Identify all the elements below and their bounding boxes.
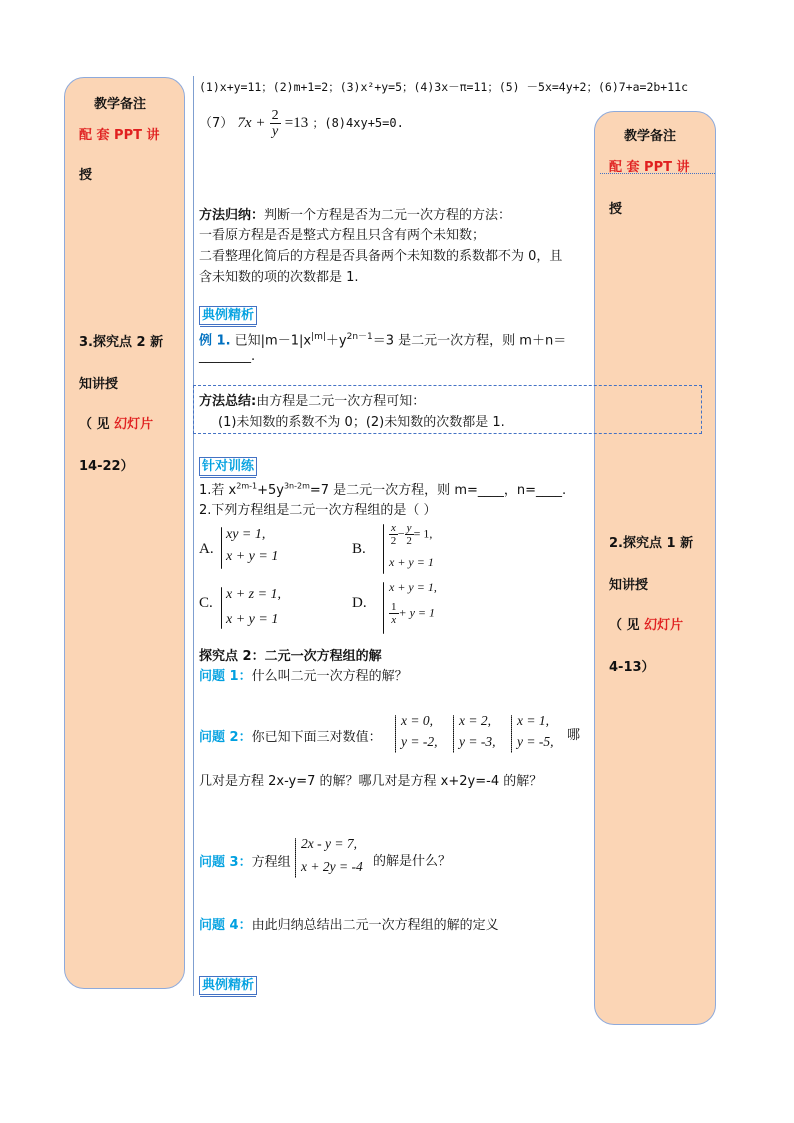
- right-ppt-line2: 授: [609, 202, 623, 217]
- method-line2: 一看原方程是否是整式方程且只含有两个未知数；: [199, 228, 486, 243]
- eq8: ；(8)4xy+5=0.: [312, 116, 404, 130]
- option-b-2a: 2: [390, 535, 397, 547]
- question-3-label: 问题 3：: [199, 855, 252, 870]
- right-slides-red: 幻灯片: [644, 618, 684, 633]
- eq7-numerator: 2: [271, 108, 279, 123]
- left-slides-red: 幻灯片: [114, 417, 154, 432]
- right-slides-range: 4-13）: [609, 660, 655, 675]
- eq7-fraction: [270, 108, 281, 139]
- training-q1-tail: =7 是二元一次方程，则 m=____，n=____.: [309, 483, 567, 498]
- equation-7-8: [199, 108, 404, 139]
- method-line3: 二看整理化简后的方程是否具备两个未知数的系数都不为 0，且: [199, 249, 563, 264]
- value-set-1-y: y = -2,: [401, 734, 438, 749]
- right-notes-panel: [594, 111, 716, 1025]
- question-1-text: 什么叫二元一次方程的解？: [251, 669, 408, 684]
- value-set-3-x: x = 1,: [517, 713, 549, 728]
- method-line4: 含未知数的项的次数都是 1.: [199, 270, 359, 285]
- option-d-eq1: x + y = 1,: [389, 580, 437, 594]
- left-section-label2: 知讲授: [79, 377, 119, 392]
- left-slides-range: 14-22）: [79, 459, 134, 474]
- option-a-eq1: xy = 1,: [226, 527, 266, 542]
- right-panel-dotted-rule: [600, 173, 715, 174]
- option-d-eq2: [389, 601, 435, 626]
- example-1-sup2: 2n－1: [346, 332, 373, 342]
- value-set-3-brace: [511, 715, 512, 753]
- left-slides-line: [79, 413, 153, 432]
- training-q1-mid: +5y: [257, 483, 284, 498]
- question-2: [199, 726, 382, 745]
- question-3-brace: [295, 838, 296, 878]
- option-d-brace: [383, 582, 384, 634]
- option-b-2b: 2: [406, 535, 412, 547]
- option-b-eq1: [389, 522, 432, 547]
- left-ppt-line2: 授: [79, 168, 93, 183]
- training-q1-sup2: 3n-2m: [283, 481, 310, 491]
- option-a-brace: [221, 527, 222, 569]
- training-q1: [199, 479, 566, 498]
- question-3: [199, 851, 291, 870]
- example-1-tail: ＝3 是二元一次方程，则 m＋n＝: [372, 333, 567, 349]
- option-a-eq2: x + y = 1: [226, 549, 279, 564]
- option-b[interactable]: [352, 522, 462, 578]
- right-slides-pre: （ 见: [609, 618, 640, 633]
- option-b-minus: −: [397, 526, 405, 541]
- example-1: [199, 329, 566, 348]
- question-3-eq1: 2x - y = 7,: [301, 836, 357, 851]
- option-b-eq2: x + y = 1: [389, 555, 434, 569]
- eq7-prefix: （7）: [199, 116, 234, 131]
- example-1-label: 例 1.: [199, 333, 231, 349]
- example-1-sup1: |m|: [311, 332, 326, 342]
- option-d-x: x: [391, 614, 397, 626]
- training-q1-pre: 1.若 x: [199, 483, 237, 498]
- question-2-line2: 几对是方程 2x-y=7 的解？哪几对是方程 x+2y=-4 的解？: [199, 774, 543, 789]
- option-b-eq1-tail: = 1,: [413, 526, 433, 541]
- question-2-text: 你已知下面三对数值：: [251, 730, 382, 745]
- question-2-values: [395, 713, 595, 755]
- question-1: [199, 665, 408, 684]
- value-set-1-x: x = 0,: [401, 713, 433, 728]
- left-notes-title: 教学备注: [94, 97, 147, 112]
- option-b-x: x: [391, 522, 396, 534]
- right-slides-line: [609, 614, 683, 633]
- question-3-text: 方程组: [251, 855, 291, 870]
- option-d-1: 1: [391, 601, 397, 613]
- training-tag: 针对训练: [199, 457, 257, 476]
- value-set-2-y: y = -3,: [459, 734, 496, 749]
- question-2-label: 问题 2：: [199, 730, 252, 745]
- option-a[interactable]: [199, 525, 319, 573]
- option-c-eq1: x + z = 1,: [226, 587, 282, 602]
- option-d-eq2-tail: + y = 1: [398, 605, 436, 620]
- option-b-label: B.: [352, 541, 366, 557]
- example-1-blank: ________.: [199, 349, 256, 364]
- left-column-rule: [193, 76, 194, 996]
- example-tag: 典例精析: [199, 306, 257, 325]
- left-ppt-line1: 配 套 PPT 讲: [79, 128, 160, 143]
- option-c-brace: [221, 587, 222, 629]
- right-ppt-line1: 配 套 PPT 讲: [609, 160, 690, 175]
- option-c[interactable]: [199, 585, 319, 633]
- option-c-eq2: x + y = 1: [226, 612, 279, 627]
- training-q2: 2.下列方程组是二元一次方程组的是（ ）: [199, 503, 437, 518]
- equation-list-line1: (1)x+y=11；(2)m+1=2；(3)x²+y=5；(4)3x－π=11；(5) －5x=4y+2；(6)7+a=2b+11c: [199, 80, 688, 94]
- eq7-part-a: 7x +: [237, 115, 266, 131]
- example-1-mid: ＋y: [325, 333, 347, 349]
- option-d-label: D.: [352, 595, 367, 611]
- method-label: 方法归纳：: [199, 208, 265, 223]
- method-heading: [199, 204, 511, 223]
- left-section-label: 3.探究点 2 新: [79, 335, 164, 350]
- question-4: [199, 914, 499, 933]
- example-1-text: 已知|m－1|x: [234, 333, 312, 349]
- value-set-3-y: y = -5,: [517, 734, 554, 749]
- option-b-y: y: [406, 522, 412, 534]
- training-q1-sup1: 2m-1: [236, 481, 258, 491]
- question-4-label: 问题 4：: [199, 918, 252, 933]
- question-4-text: 由此归纳总结出二元一次方程组的解的定义: [251, 918, 499, 933]
- question-3-eq2: x + 2y = -4: [301, 859, 363, 874]
- question-2-tail: 哪: [567, 728, 581, 743]
- option-d[interactable]: [352, 580, 462, 636]
- summary-text: 由方程是二元一次方程可知：: [256, 394, 426, 409]
- right-notes-title: 教学备注: [624, 129, 677, 144]
- value-set-2-brace: [453, 715, 454, 753]
- option-a-label: A.: [199, 541, 214, 557]
- method-text: 判断一个方程是否为二元一次方程的方法：: [264, 208, 512, 223]
- value-set-2-x: x = 2,: [459, 713, 491, 728]
- example-tag-2: 典例精析: [199, 976, 257, 995]
- right-section-label: 2.探究点 1 新: [609, 536, 694, 551]
- value-set-1-brace: [395, 715, 396, 753]
- eq7-denominator: y: [271, 124, 279, 139]
- point-2-heading: 探究点 2：二元一次方程组的解: [199, 649, 382, 664]
- summary-label: 方法总结:: [199, 394, 257, 409]
- right-section-label2: 知讲授: [609, 578, 649, 593]
- question-1-label: 问题 1：: [199, 669, 252, 684]
- left-notes-panel: [64, 77, 185, 989]
- summary-line2: (1)未知数的系数不为 0；(2)未知数的次数都是 1.: [218, 415, 505, 430]
- left-slides-pre: （ 见: [79, 417, 110, 432]
- summary-heading: [199, 390, 425, 409]
- eq7-part-b: =13: [284, 115, 309, 131]
- question-3-system: [295, 836, 475, 880]
- option-b-brace: [383, 524, 384, 574]
- question-3-tail: 的解是什么？: [373, 854, 452, 869]
- option-c-label: C.: [199, 595, 213, 611]
